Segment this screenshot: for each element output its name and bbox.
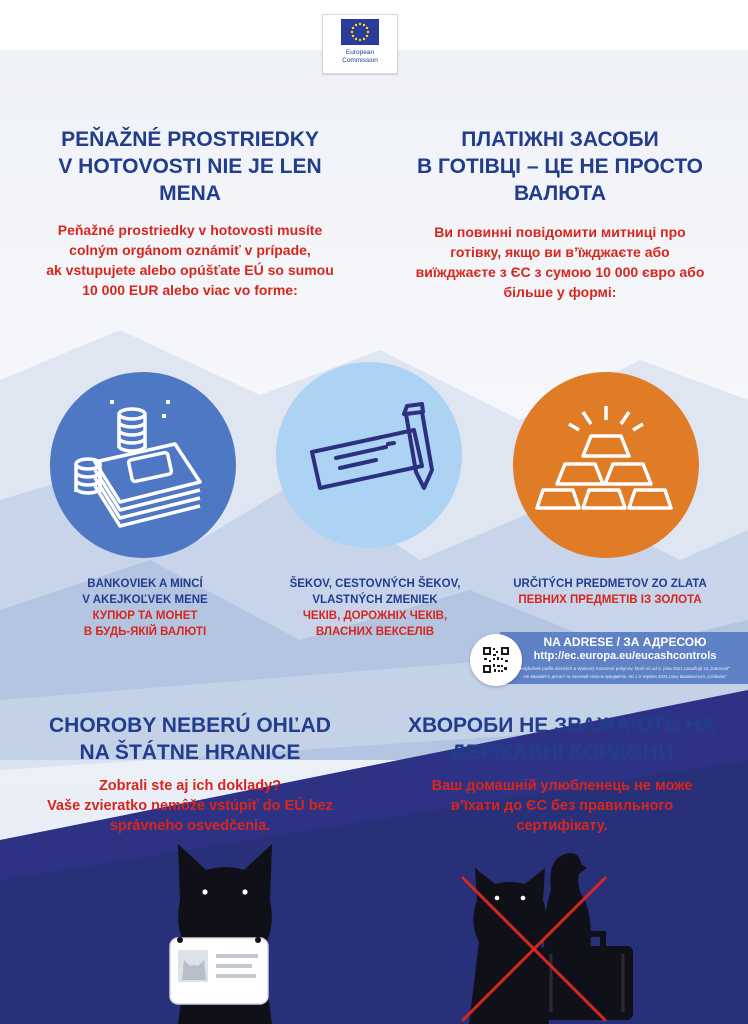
caption-uk-line: ПЕВНИХ ПРЕДМЕТІВ ІЗ ЗОЛОТА	[518, 594, 702, 606]
pets-body-uk-line: в’їхати до ЄС без правильного	[450, 798, 674, 814]
caption-sk-line: URČITÝCH PREDMETOV ZO ZLATA	[513, 578, 707, 590]
cash-body-sk	[20, 220, 360, 300]
money-coins-icon	[50, 372, 236, 558]
caption-gold	[500, 576, 720, 608]
address-note-uk: Не вважайте деталі та значний список предметів, які з 3 червня 2021 року вважаються „готівкою“	[523, 674, 727, 679]
certificate-icon	[170, 937, 268, 1004]
caption-uk-line: ВЛАСНИХ ВЕКСЕЛІВ	[315, 626, 435, 638]
pets-heading-sk-line: NA ŠTÁTNE HRANICE	[79, 741, 301, 764]
cash-heading-sk-line: MENA	[159, 182, 221, 205]
logo-text	[323, 49, 397, 64]
dog-icon	[544, 853, 591, 962]
cash-body-sk-line: 10 000 EUR alebo viac vo forme:	[82, 282, 298, 298]
european-commission-logo	[322, 14, 398, 74]
logo-line-1: European	[345, 49, 375, 56]
caption-banknotes	[40, 576, 250, 640]
address-block	[470, 632, 748, 684]
caption-cheques	[270, 576, 480, 640]
pets-heading-uk	[392, 712, 732, 766]
cash-body-uk-line: Ви повинні повідомити митниці про	[434, 224, 686, 240]
caption-uk-line: КУПЮР ТА МОНЕТ	[92, 610, 198, 622]
gold-bars-icon	[513, 372, 699, 558]
caption-sk-line: ŠEKOV, CESTOVNÝCH ŠEKOV,	[289, 578, 461, 590]
caption-uk-line: ЧЕКІВ, ДОРОЖНІХ ЧЕКІВ,	[302, 610, 448, 622]
cash-heading-sk-line: PEŇAŽNÉ PROSTRIEDKY	[61, 128, 319, 151]
cat-with-certificate-illustration	[150, 840, 300, 1024]
pets-heading-uk-line: ХВОРОБИ НЕ ЗВАЖАЮТЬ НА	[408, 714, 716, 737]
money-circle	[50, 372, 236, 558]
caption-sk-line: BANKOVIEK A MINCÍ	[87, 578, 203, 590]
cash-body-uk-line: виїжджаєте з ЄС з сумою 10 000 євро або	[415, 264, 705, 280]
pets-body-sk-line: Zobrali ste aj ich doklady?	[98, 778, 282, 794]
pets-body-uk-line: сертифікату.	[516, 818, 608, 834]
cash-body-sk-line: colným orgánom oznámiť v prípade,	[69, 242, 311, 258]
pets-body-sk-line: správneho osvedčenia.	[109, 818, 271, 834]
cash-heading-uk-line: ПЛАТІЖНІ ЗАСОБИ	[461, 128, 659, 151]
cash-heading-uk-line: ВАЛЮТА	[513, 182, 607, 205]
pets-heading-sk	[20, 712, 360, 766]
cash-heading-sk-line: V HOTOVOSTI NIE JE LEN	[58, 155, 322, 178]
cheque-pen-icon	[276, 362, 462, 548]
pets-body-sk-line: Vaše zvieratko nemôže vstúpiť do EÚ bez	[47, 798, 333, 814]
gold-circle	[513, 372, 699, 558]
pets-heading-uk-line: ДЕРЖАВНІ КОРДОНИ	[450, 741, 674, 764]
pets-body-uk	[392, 776, 732, 836]
pets-body-uk-line: Ваш домашній улюбленець не може	[431, 778, 693, 794]
cash-heading-uk-line: В ГОТІВЦІ – ЦЕ НЕ ПРОСТО	[417, 155, 703, 178]
caption-sk-line: V AKEJKOĽVEK MENE	[82, 594, 208, 606]
cash-body-uk-line: більше у формі:	[503, 284, 617, 300]
address-note-sk: Kdykoľvek podľa slovných a výslovný rozumení pokynov, ktoré sú od 3. júna 2021 považujú za „hotovosť“	[520, 666, 730, 671]
pets-crossed-out-illustration	[455, 850, 655, 1024]
cheque-circle	[276, 362, 462, 548]
eu-flag-icon	[341, 19, 379, 45]
cash-body-sk-line: Peňažné prostriedky v hotovosti musíte	[57, 222, 323, 238]
cash-heading-uk	[390, 126, 730, 207]
suitcase-icon	[541, 934, 633, 1020]
address-url-link[interactable]: http://ec.europa.eu/eucashcontrols	[533, 650, 717, 662]
logo-line-2: Commission	[342, 56, 378, 64]
cash-body-sk-line: ak vstupujete alebo opúšťate EÚ so sumou	[46, 262, 334, 278]
pets-heading-sk-line: CHOROBY NEBERÚ OHĽAD	[49, 714, 331, 737]
cash-body-uk	[390, 222, 730, 302]
caption-sk-line: VLASTNÝCH ZMENIEK	[312, 594, 438, 606]
cash-heading-sk	[20, 126, 360, 207]
caption-uk-line: В БУДЬ-ЯКІЙ ВАЛЮТІ	[83, 626, 207, 638]
address-title: NA ADRESE / ЗА АДРЕСОЮ	[543, 635, 707, 649]
cash-body-uk-line: готівку, якщо ви в’їжджаєте або	[450, 244, 670, 260]
pets-body-sk	[20, 776, 360, 836]
